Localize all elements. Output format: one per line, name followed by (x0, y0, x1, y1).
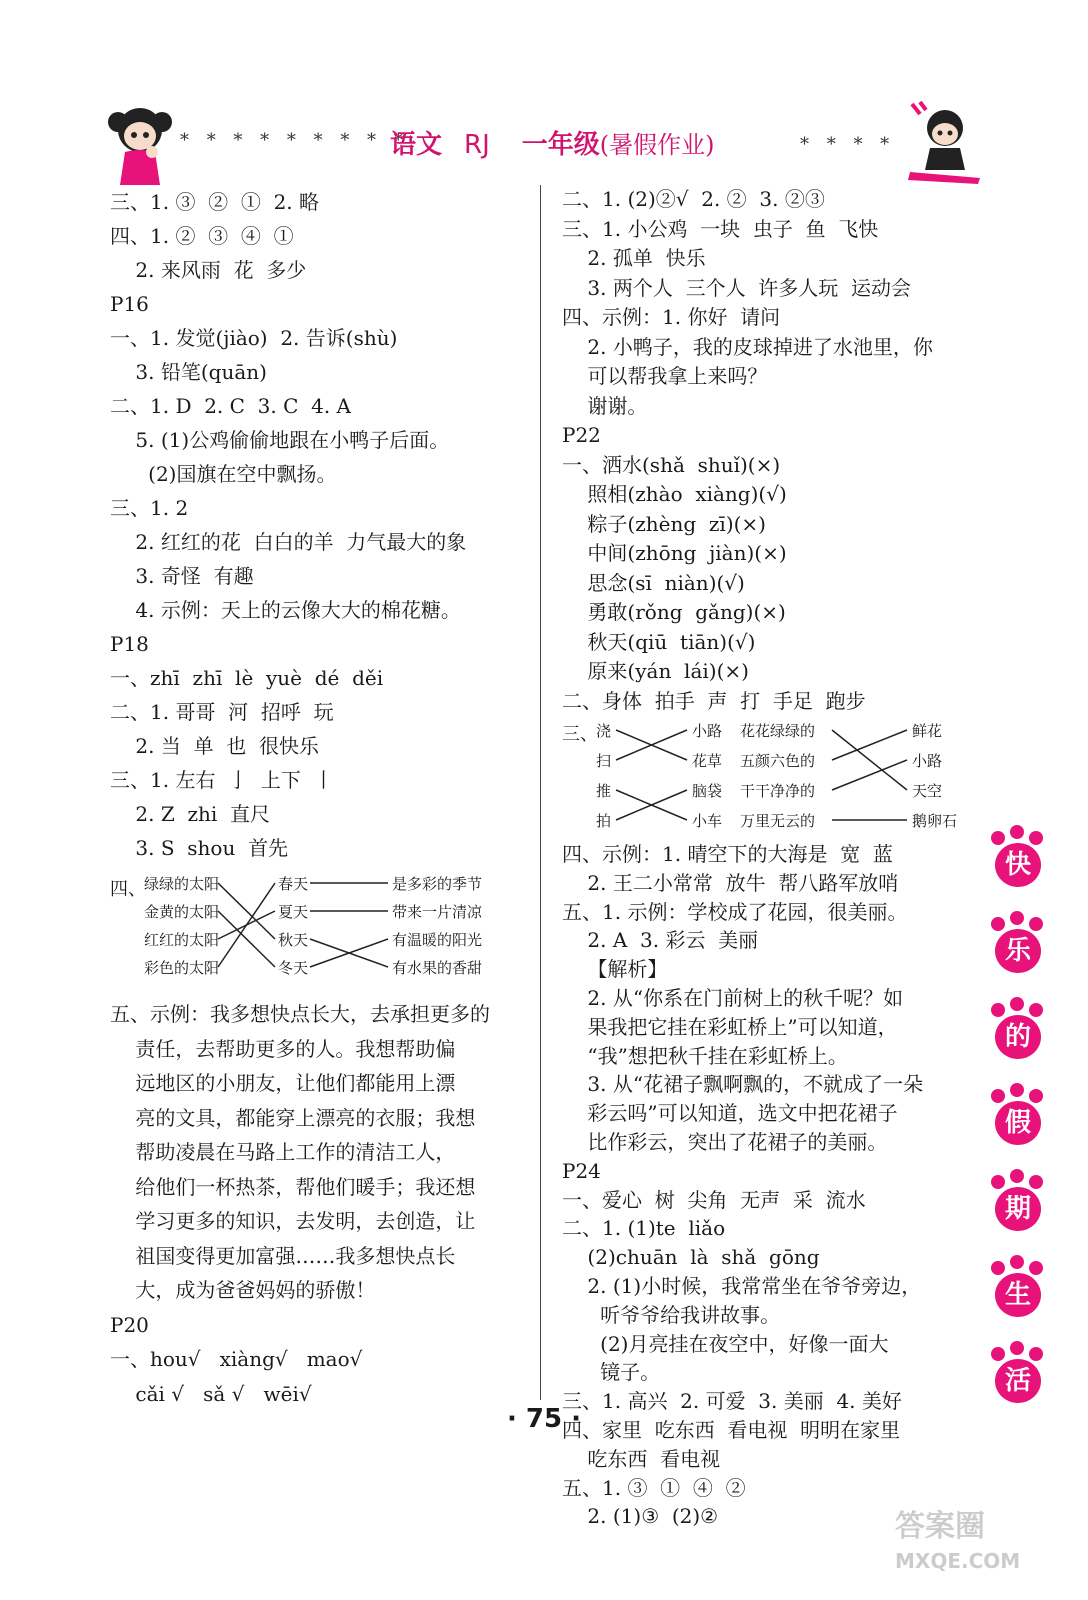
watermark-title: 答案圈 (895, 1509, 985, 1544)
match-item: 红红的太阳 (144, 931, 220, 949)
match-item: 干干净净的 (740, 782, 816, 800)
badge-char: 快 (1004, 850, 1031, 880)
answer-line: 3. 奇怪 有趣 (110, 564, 254, 588)
answer-line: 2. 来风雨 花 多少 (110, 258, 307, 282)
answer-line: 三、1. ③ ② ① 2. 略 (110, 190, 320, 214)
match-item: 花花绿绿的 (740, 722, 816, 740)
left-column (110, 185, 530, 1411)
answer-line: 勇敢(rǒng gǎng)(×) (562, 600, 786, 624)
answer-line: 可以帮我拿上来吗？ (562, 364, 768, 388)
paw-badge (985, 997, 1049, 1061)
badge-char: 的 (1004, 1022, 1031, 1052)
match-item: 鹅卵石 (912, 812, 958, 830)
right-matching-exercise (562, 716, 972, 840)
answer-line: 五、1. 示例：学校成了花园，很美丽。 (562, 899, 908, 924)
match-item: 小车 (692, 812, 723, 830)
edition-label: RJ (464, 130, 490, 160)
answer-line: 四、1. ② ③ ④ ① (110, 224, 294, 248)
answer-line: 二、1. (2)②√ 2. ② 3. ②③ (562, 187, 825, 211)
match-item: 脑袋 (692, 782, 723, 800)
answer-line: “我”想把秋千挂在彩虹桥上。 (562, 1043, 848, 1068)
paw-badge (985, 1255, 1049, 1319)
answer-line: 中间(zhōng jiàn)(×) (562, 541, 787, 565)
answer-line: 责任，去帮助更多的人。我想帮助偏 (110, 1036, 456, 1061)
badge-char: 生 (1004, 1280, 1031, 1310)
answer-line: 3. 铅笔(quān) (110, 360, 267, 384)
answer-line: (2)国旗在空中飘扬。 (110, 462, 337, 486)
matching-label: 四、 (110, 879, 146, 900)
answer-line: P24 (562, 1158, 601, 1183)
answer-line: 亮的文具，都能穿上漂亮的衣服；我想 (110, 1105, 476, 1130)
answer-line: 二、1. 哥哥 河 招呼 玩 (110, 700, 334, 724)
column-divider (540, 185, 541, 1400)
match-item: 绿绿的太阳 (144, 875, 220, 893)
answer-line: 2. 从“你系在门前树上的秋千呢？如 (562, 985, 904, 1010)
subtitle-label: (暑假作业) (599, 131, 715, 159)
page-title (390, 124, 715, 161)
answer-line: 粽子(zhèng zī)(×) (562, 511, 766, 536)
answer-line: 【解析】 (562, 957, 668, 982)
answer-line: 2. (1)小时候，我常常坐在爷爷旁边， (562, 1273, 922, 1298)
answer-line: 镜子。 (562, 1360, 661, 1385)
answer-line: 祖国变得更加富强……我多想快点长 (110, 1243, 456, 1268)
answer-line: 2. 王二小常常 放牛 帮八路军放哨 (562, 870, 899, 895)
girl-cartoon-icon (100, 100, 180, 190)
left-lines (110, 185, 530, 865)
answer-line: 二、身体 拍手 声 打 手足 跑步 (562, 688, 866, 713)
answer-line: 听爷爷给我讲故事。 (562, 1302, 781, 1327)
answer-line: 2. 孤单 快乐 (562, 246, 706, 270)
match-item: 五颜六色的 (740, 752, 816, 770)
answer-line: 学习更多的知识，去发明，去创造，让 (110, 1209, 476, 1233)
answer-line: 2. 小鸭子，我的皮球掉进了水池里，你 (562, 334, 933, 359)
answer-line: 3. 从“花裙子飘啊飘的，不就成了一朵 (562, 1072, 924, 1097)
boy-cartoon-icon (890, 100, 990, 190)
match-item: 彩色的太阳 (144, 959, 220, 977)
right-lines (562, 185, 972, 716)
match-item: 冬天 (278, 959, 309, 977)
answer-line: P16 (110, 292, 149, 316)
page-header (100, 100, 990, 190)
stars-right: * * * * (800, 134, 896, 155)
watermark-url: MXQE.COM (895, 1549, 1021, 1573)
answer-line: 3. S shou 首先 (110, 836, 289, 860)
answer-line: 2. Z zhi 直尺 (110, 802, 271, 826)
match-item: 金黄的太阳 (144, 903, 220, 921)
answer-line: 五、示例：我多想快点长大，去承担更多的 (110, 1002, 490, 1026)
answer-line: 三、1. 高兴 2. 可爱 3. 美丽 4. 美好 (562, 1389, 902, 1414)
answer-line: 谢谢。 (562, 393, 648, 418)
badge-char: 期 (1004, 1194, 1031, 1224)
paw-badge (985, 1083, 1049, 1147)
answer-line: (2)月亮挂在夜空中，好像一面大 (562, 1331, 889, 1356)
answer-line: 一、爱心 树 尖角 无声 采 流水 (562, 1187, 866, 1212)
match-item: 小路 (692, 722, 723, 740)
watermark (895, 1510, 1020, 1578)
paw-badge (985, 1169, 1049, 1233)
answer-line: 一、1. 发觉(jiào) 2. 告诉(shù) (110, 326, 398, 350)
answer-line: 五、1. ③ ① ④ ② (562, 1475, 746, 1500)
answer-line: 一、hou√ xiàng√ mao√ (110, 1347, 363, 1371)
match-item: 花草 (692, 752, 723, 770)
match-item: 带来一片清凉 (392, 903, 483, 921)
answer-line: 二、1. D 2. C 3. C 4. A (110, 394, 351, 418)
match-item: 鲜花 (912, 722, 943, 740)
answer-line: 4. 示例：天上的云像大大的棉花糖。 (110, 598, 461, 622)
answer-line: P20 (110, 1312, 149, 1337)
answer-line: 2. 当 单 也 很快乐 (110, 734, 320, 758)
answer-line: 2. (1)③ (2)② (562, 1504, 719, 1529)
left-match-lines (110, 865, 530, 997)
answer-line: (2)chuān là shǎ gōng (562, 1245, 820, 1270)
paw-badge (985, 825, 1049, 889)
match-item: 拍 (596, 812, 612, 830)
answer-line: 思念(sī niàn)(√) (562, 570, 745, 595)
answer-line: 秋天(qiū tiān)(√) (562, 629, 756, 654)
answer-line: 四、示例：1. 你好 请问 (562, 305, 781, 329)
stars-left: * * * * * * * * * (180, 130, 409, 151)
answer-line: 大，成为爸爸妈妈的骄傲！ (110, 1278, 376, 1302)
paw-badge (985, 911, 1049, 975)
left-matching-exercise (110, 865, 530, 997)
match-item: 秋天 (278, 931, 309, 949)
answer-line: 远地区的小朋友，让他们都能用上漂 (110, 1071, 456, 1095)
match-item: 是多彩的季节 (392, 875, 483, 893)
match-item: 推 (596, 782, 612, 800)
match-item: 夏天 (278, 903, 309, 921)
answer-line: P18 (110, 632, 149, 656)
answer-line: 照相(zhào xiàng)(√) (562, 482, 787, 506)
answer-line: 原来(yán lái)(×) (562, 659, 749, 683)
match-item: 扫 (596, 752, 612, 770)
right-match-lines (562, 716, 972, 840)
match-item: 小路 (912, 752, 943, 770)
answer-line: 一、洒水(shǎ shuǐ)(×) (562, 452, 781, 477)
answer-line: 2. 红红的花 白白的羊 力气最大的象 (110, 530, 467, 554)
badge-char: 活 (1004, 1366, 1031, 1396)
answer-line: 四、家里 吃东西 看电视 明明在家里 (562, 1417, 901, 1442)
page-number: · 75 · (506, 1404, 582, 1434)
match-item: 万里无云的 (740, 812, 816, 830)
answer-line: 三、1. 2 (110, 496, 189, 520)
answer-line: 四、示例：1. 晴空下的大海是 宽 蓝 (562, 842, 893, 866)
badge-char: 假 (1004, 1108, 1031, 1138)
answer-line: P22 (562, 423, 601, 447)
badge-char: 乐 (1004, 936, 1031, 966)
answer-line: 三、1. 小公鸡 一块 虫子 鱼 飞快 (562, 216, 879, 241)
right-column (562, 185, 972, 1531)
paw-badge (985, 1341, 1049, 1405)
answer-line: 三、1. 左右 亅 上下 丨 (110, 768, 334, 792)
left-lines-2 (110, 997, 530, 1411)
match-item: 有水果的香甜 (392, 959, 483, 977)
answer-line: 彩云吗”可以知道，选文中把花裙子 (562, 1101, 898, 1126)
answer-line: 2. A 3. 彩云 美丽 (562, 928, 759, 953)
answer-line: cǎi √ sǎ √ wēi√ (110, 1381, 312, 1406)
match-item: 有温暖的阳光 (392, 931, 483, 949)
answer-line: 给他们一杯热茶，帮他们暖手；我还想 (110, 1174, 476, 1199)
answer-line: 果我把它挂在彩虹桥上”可以知道， (562, 1014, 898, 1039)
match-item: 浇 (596, 722, 612, 740)
matching-label: 三、 (562, 724, 598, 745)
answer-line: 二、1. (1)te liǎo (562, 1216, 726, 1241)
answer-line: 一、zhī zhī lè yuè dé děi (110, 666, 384, 690)
match-item: 春天 (278, 875, 309, 893)
answer-line: 吃东西 看电视 (562, 1446, 721, 1471)
subject-label: 语文 (390, 130, 443, 160)
answer-line: 5. (1)公鸡偷偷地跟在小鸭子后面。 (110, 428, 450, 452)
side-badges (985, 825, 1055, 1427)
match-item: 天空 (912, 782, 943, 800)
answer-line: 帮助凌晨在马路上工作的清洁工人， (110, 1140, 456, 1164)
answer-line: 比作彩云，突出了花裙子的美丽。 (562, 1129, 888, 1154)
answer-line: 3. 两个人 三个人 许多人玩 运动会 (562, 275, 912, 300)
grade-label: 一年级 (521, 130, 600, 160)
